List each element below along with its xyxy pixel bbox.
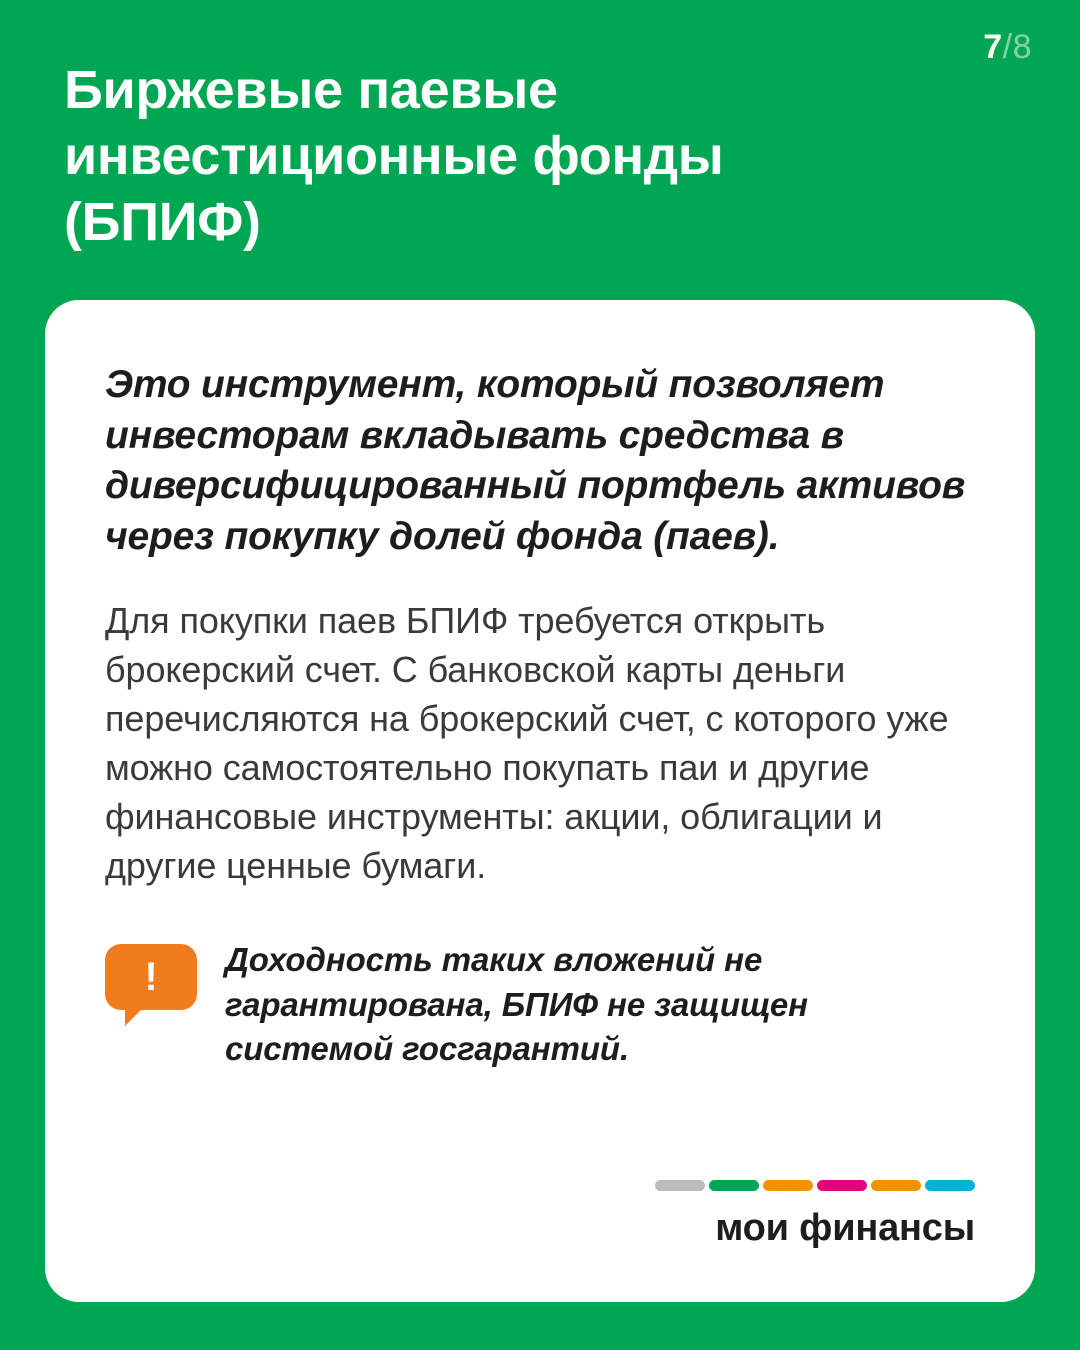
brand-bar-2	[709, 1180, 759, 1191]
brand-bar-6	[925, 1180, 975, 1191]
page-counter-total: 8	[1012, 28, 1032, 66]
brand-bar-5	[871, 1180, 921, 1191]
slide-header	[0, 0, 1080, 300]
body-paragraph: Для покупки паев БПИФ требуется открыть брокерский счет. С банковской карты деньги перечисляются на брокерский счет, с которого уже можно самостоятельно покупать паи и другие финансовые инструменты: акции, облигации и другие ценные бумаги.	[105, 599, 949, 886]
page-counter-current: 7	[983, 28, 1003, 66]
brand-bar-3	[763, 1180, 813, 1191]
brand-logo	[655, 1180, 975, 1250]
exclamation-bubble-icon	[105, 944, 197, 1010]
lead-paragraph: Это инструмент, который позволяет инвесторам вкладывать средства в диверсифицированный портфель активов через покупку долей фонда (паев).	[105, 363, 966, 559]
brand-bar-1	[655, 1180, 705, 1191]
page-counter	[983, 28, 1032, 67]
brand-color-bars	[655, 1180, 975, 1191]
brand-bar-4	[817, 1180, 867, 1191]
warning-note-text: Доходность таких вложений не гарантирована, БПИФ не защищен системой госгарантий.	[225, 941, 809, 1067]
brand-name: мои финансы	[715, 1207, 975, 1249]
exclamation-mark: !	[144, 955, 158, 1000]
warning-note	[105, 938, 975, 1071]
content-card	[45, 300, 1035, 1302]
page-title: Биржевые паевые инвестиционные фонды (БПИФ)	[64, 60, 724, 252]
page-counter-separator: /	[1002, 28, 1013, 66]
